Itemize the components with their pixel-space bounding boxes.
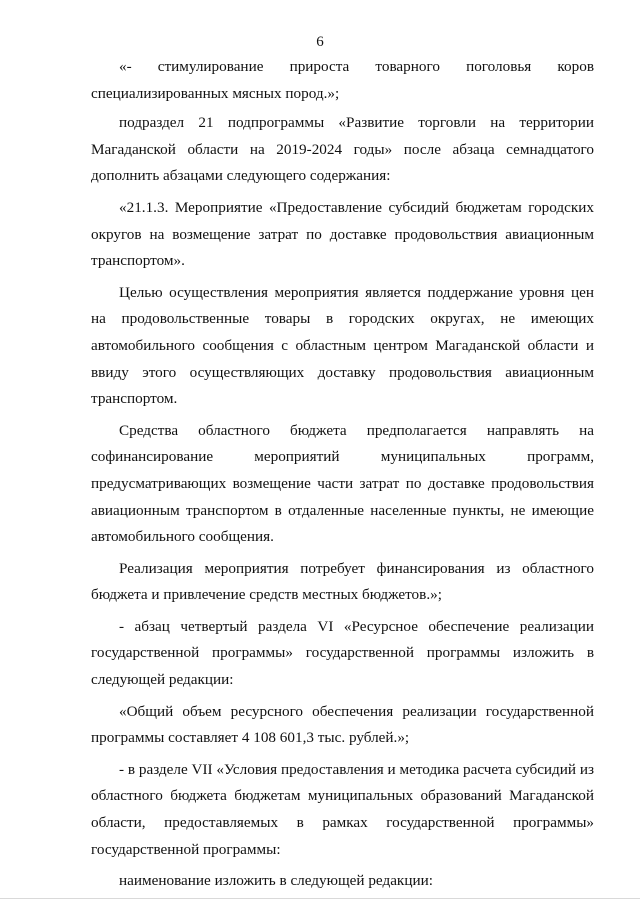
document-body (91, 54, 594, 895)
page-number: 6 (316, 34, 324, 50)
paragraph-livestock-quote: «- стимулирование прироста товарного поголовья коров специализированных мясных пород.»; (91, 58, 594, 102)
paragraph-title-edit: наименование изложить в следующей редакции: (119, 872, 433, 890)
paragraph-section-vii: - в разделе VII «Условия предоставления и методика расчета субсидий из областного бюджета бюджетам муниципальных образований Магаданской области, предоставляемых в рамках государственной программы» государственной программы: (91, 760, 594, 858)
page-bottom-rule (0, 898, 640, 899)
paragraph-subsection-21: подраздел 21 подпрограммы «Развитие торговли на территории Магаданской области на 2019-2024 годы» после абзаца семнадцатого дополнить абзацами следующего содержания: (91, 114, 594, 185)
paragraph-measure-goal: Целью осуществления мероприятия является поддержание уровня цен на продовольственные товары в городских округах, не имеющих автомобильного сообщения с областным центром Магаданской области и ввиду этого осуществляющих доставку продовольствия авиационным транспортом. (91, 283, 594, 408)
paragraph-section-vi: - абзац четвертый раздела VI «Ресурсное обеспечение реализации государственной программы» государственной программы изложить в следующей редакции: (91, 617, 594, 689)
paragraph-measure-21-1-3: «21.1.3. Мероприятие «Предоставление субсидий бюджетам городских округов на возмещение затрат по доставке продовольствия авиационным транспортом». (91, 198, 594, 270)
paragraph-implementation: Реализация мероприятия потребует финансирования из областного бюджета и привлечение средств местных бюджетов.»; (91, 559, 594, 604)
paragraph-total-resources: «Общий объем ресурсного обеспечения реализации государственной программы составляет 4 108 601,3 тыс. рублей.»; (91, 702, 594, 747)
paragraph-budget-funds: Средства областного бюджета предполагается направлять на софинансирование мероприятий муниципальных программ, предусматривающих возмещение части затрат по доставке продовольствия авиационным транспортом в отдаленные населенные пункты, не имеющие автомобильного сообщения. (91, 421, 594, 546)
